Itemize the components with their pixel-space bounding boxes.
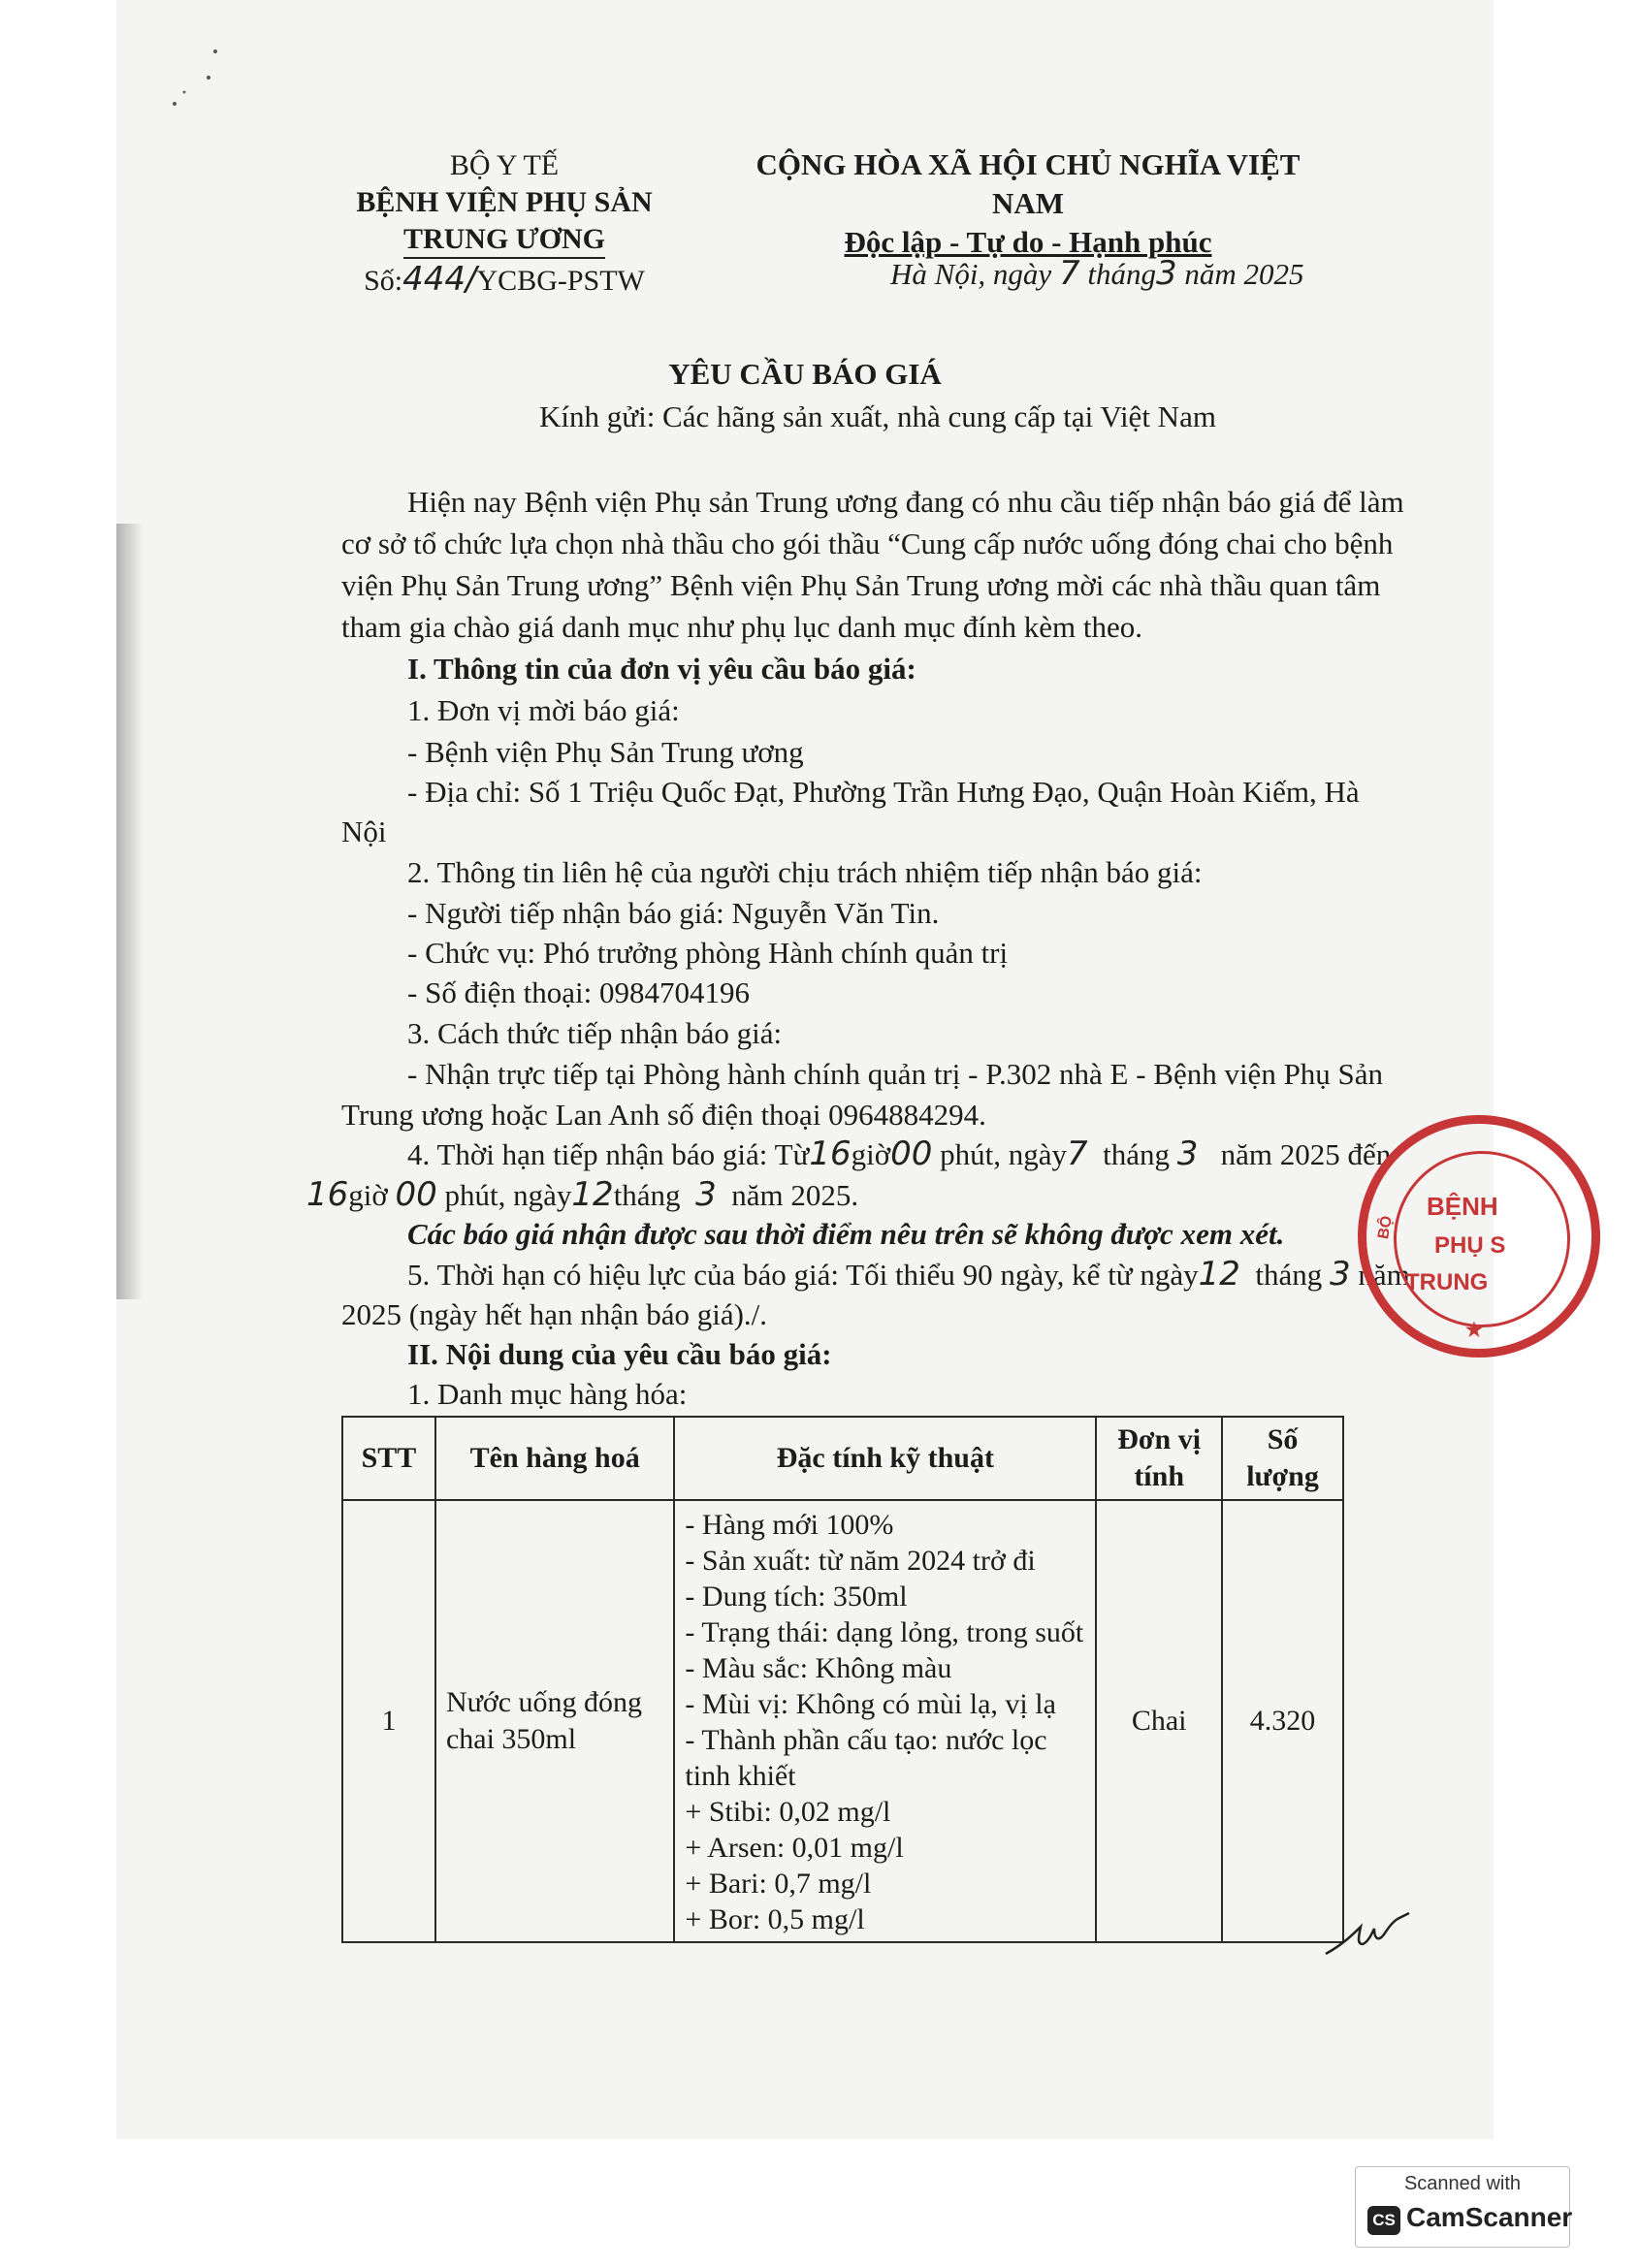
cell-unit: Chai [1096, 1500, 1222, 1942]
spec-line: - Trạng thái: dạng lỏng, trong suốt [685, 1616, 1084, 1648]
end-day-handwritten: 12 [571, 1175, 614, 1214]
paper-specks [155, 44, 242, 121]
stamp-text-3: TRUNG [1405, 1269, 1489, 1295]
validity-month-handwritten: 3 [1330, 1255, 1351, 1294]
table-header-row [342, 1417, 1343, 1500]
spec-line: - Sản xuất: từ năm 2024 trở đi [685, 1545, 1036, 1577]
spec-line: - Mùi vị: Không có mùi lạ, vị lạ [685, 1688, 1056, 1720]
paper-shadow [116, 524, 144, 1299]
receiver-phone: - Số điện thoại: 0984704196 [407, 975, 751, 1009]
start-hour-handwritten: 16 [809, 1134, 852, 1173]
doc-number-handwritten: 444/ [402, 260, 477, 299]
receipt-period-line-2: 16giờ 00 phút, ngày12tháng 3 năm 2025. [306, 1175, 859, 1214]
nation-name: CỘNG HÒA XÃ HỘI CHỦ NGHĨA VIỆT NAM [755, 147, 1301, 220]
initials-signature [1324, 1905, 1411, 1964]
spec-line: - Thành phần cấu tạo: nước lọc [685, 1724, 1047, 1756]
stamp-star-icon: ★ [1465, 1320, 1483, 1341]
end-hour-handwritten: 16 [306, 1175, 349, 1214]
receipt-period-line-1: 4. Thời hạn tiếp nhận báo giá: Từ16giờ00 phút, ngày7 tháng 3 năm 2025 đến [407, 1134, 1392, 1173]
intro-line-2: cơ sở tổ chức lựa chọn nhà thầu cho gói thầu “Cung cấp nước uống đóng chai cho bệnh [341, 527, 1394, 560]
stamp-side-text: BỘ [1375, 1214, 1396, 1241]
validity-line-1: 5. Thời hạn có hiệu lực của báo giá: Tối thiểu 90 ngày, kể từ ngày12 tháng 3 năm [407, 1255, 1410, 1294]
cell-item-name: Nước uống đóng chai 350ml [435, 1500, 674, 1942]
camscanner-badge [1355, 2166, 1573, 2248]
spec-line: - Hàng mới 100% [685, 1509, 894, 1541]
document-title: YÊU CẦU BÁO GIÁ [668, 357, 942, 391]
receiver-position: - Chức vụ: Phó trưởng phòng Hành chính quản trị [407, 936, 1009, 970]
address-line-1: - Địa chỉ: Số 1 Triệu Quốc Đạt, Phường Trần Hưng Đạo, Quận Hoàn Kiếm, Hà [407, 775, 1360, 809]
receiver-name: - Người tiếp nhận báo giá: Nguyễn Văn Tin. [407, 896, 940, 930]
hospital-name-line1: BỆNH VIỆN PHỤ SẢN [356, 186, 653, 218]
section-1-item-1: 1. Đơn vị mời báo giá: [407, 693, 680, 727]
col-header-name: Tên hàng hoá [435, 1417, 674, 1500]
end-minute-handwritten: 00 [395, 1175, 437, 1214]
official-stamp [1358, 1067, 1506, 1416]
recipient-line: Kính gửi: Các hãng sản xuất, nhà cung cấp tại Việt Nam [539, 399, 1216, 433]
spec-line: - Dung tích: 350ml [685, 1581, 908, 1613]
cell-quantity: 4.320 [1222, 1500, 1343, 1942]
hospital-name-line2: TRUNG ƯƠNG [403, 222, 605, 259]
validity-line-2: 2025 (ngày hết hạn nhận báo giá)./. [341, 1297, 768, 1331]
receipt-method-line-1: - Nhận trực tiếp tại Phòng hành chính quản trị - P.302 nhà E - Bệnh viện Phụ Sản [407, 1057, 1384, 1091]
header-right [718, 145, 1338, 262]
start-day-handwritten: 7 [1066, 1134, 1088, 1173]
col-header-qty: Số lượng [1222, 1417, 1343, 1500]
ministry-name: BỘ Y TẾ [449, 149, 560, 181]
badge-brand-name: CamScanner [1406, 2202, 1573, 2232]
document-number: Số:444/YCBG-PSTW [364, 260, 645, 299]
cell-stt: 1 [342, 1500, 435, 1942]
date-month-handwritten: 3 [1155, 254, 1177, 293]
col-header-stt: STT [342, 1417, 435, 1500]
late-submission-note: Các báo giá nhận được sau thời điểm nêu trên sẽ không được xem xét. [407, 1217, 1285, 1251]
spec-line: + Stibi: 0,02 mg/l [685, 1796, 891, 1828]
camscanner-logo-icon: CS [1367, 2206, 1400, 2235]
national-motto: Độc lập - Tự do - Hạnh phúc [844, 225, 1212, 259]
intro-line-4: tham gia chào giá danh mục như phụ lục danh mục đính kèm theo. [341, 610, 1143, 644]
validity-day-handwritten: 12 [1198, 1255, 1240, 1294]
intro-line-3: viện Phụ Sản Trung ương” Bệnh viện Phụ Sản Trung ương mời các nhà thầu quan tâm [341, 568, 1381, 602]
col-header-spec: Đặc tính kỹ thuật [674, 1417, 1096, 1500]
stamp-text-1: BỆNH [1427, 1192, 1498, 1221]
section-2-item-1: 1. Danh mục hàng hóa: [407, 1377, 688, 1411]
badge-caption: Scanned with [1403, 2173, 1522, 2194]
spec-line: tinh khiết [685, 1760, 796, 1792]
spec-line: + Bor: 0,5 mg/l [685, 1903, 865, 1935]
section-2-heading: II. Nội dung của yêu cầu báo giá: [407, 1337, 832, 1371]
receipt-method-line-2: Trung ương hoặc Lan Anh số điện thoại 0964884294. [341, 1098, 986, 1132]
cell-specs [674, 1500, 1096, 1942]
spec-line: + Bari: 0,7 mg/l [685, 1868, 872, 1900]
spec-line: - Màu sắc: Không màu [685, 1652, 952, 1684]
table-row [342, 1500, 1343, 1942]
date-day-handwritten: 7 [1058, 254, 1080, 293]
col-header-unit: Đơn vị tính [1096, 1417, 1222, 1500]
section-1-item-3: 3. Cách thức tiếp nhận báo giá: [407, 1016, 783, 1050]
end-month-handwritten: 3 [695, 1175, 717, 1214]
header-left [320, 147, 689, 300]
section-1-item-2: 2. Thông tin liên hệ của người chịu trách nhiệm tiếp nhận báo giá: [407, 855, 1203, 889]
inviting-unit: - Bệnh viện Phụ Sản Trung ương [407, 735, 804, 769]
spec-line: + Arsen: 0,01 mg/l [685, 1832, 904, 1864]
intro-line-1: Hiện nay Bệnh viện Phụ sản Trung ương đang có nhu cầu tiếp nhận báo giá để làm [407, 485, 1404, 519]
document-date: Hà Nội, ngày 7 tháng3 năm 2025 [890, 254, 1304, 293]
goods-table [341, 1416, 1344, 1943]
start-month-handwritten: 3 [1176, 1134, 1199, 1173]
start-minute-handwritten: 00 [890, 1134, 933, 1173]
address-line-2: Nội [341, 815, 387, 848]
stamp-text-2: PHỤ S [1434, 1232, 1506, 1259]
section-1-heading: I. Thông tin của đơn vị yêu cầu báo giá: [407, 652, 916, 686]
